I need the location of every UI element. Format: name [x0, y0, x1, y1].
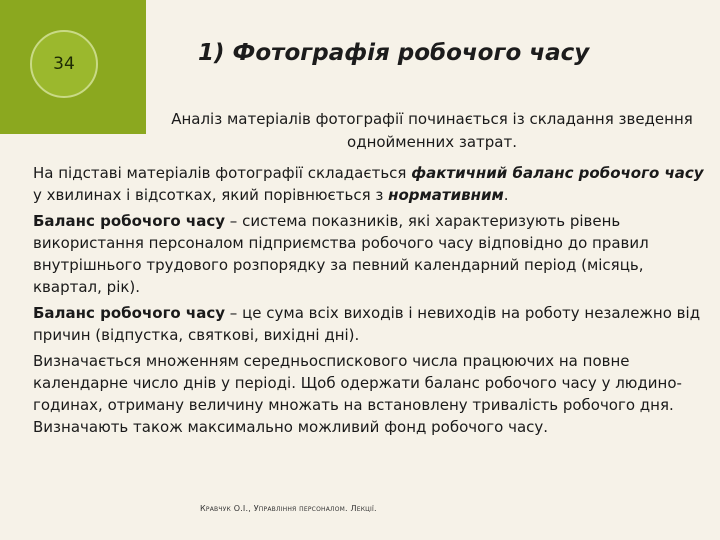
term-work-time-balance: Баланс робочого часу: [33, 304, 226, 322]
paragraph-text: .: [503, 186, 509, 204]
paragraph-text: – це сума всіх виходів і невиходів на роботу незалежно від причин (відпустка, святкові, вихідні дні).: [33, 304, 701, 344]
footer-citation: Кравчук О.І., Управління персоналом. Лекції.: [200, 504, 377, 513]
paragraph-text: На підставі матеріалів фотографії складається: [33, 164, 412, 182]
paragraph-balance-sum: [33, 302, 713, 346]
paragraph-calculation: [33, 350, 713, 438]
term-work-time-balance: Баланс робочого часу: [33, 212, 226, 230]
paragraph-text: – система показників, які характеризують рівень використання персоналом підприємства робочого часу відповідно до правил внутрішнього трудового розпорядку за певний календарний період (місяць, квартал, рік).: [33, 212, 649, 296]
paragraph-text: Визначається множенням середньоспискового числа працюючих на повне календарне число днів у періоді. Щоб одержати баланс робочого часу у людино-годинах, отриману величину множать на встановлену тривалість робочого дня. Визначають також максимально можливий фонд робочого часу.: [33, 352, 682, 436]
paragraph-text: у хвилинах і відсотках, який порівнюється з: [33, 186, 389, 204]
slide-body: [33, 162, 713, 442]
slide-number-badge: [30, 30, 98, 98]
term-normative: нормативним: [388, 186, 504, 204]
slide-number: 34: [53, 54, 75, 74]
paragraph-actual-balance: [33, 162, 713, 206]
term-actual-balance: фактичний баланс робочого часу: [411, 164, 704, 182]
intro-text: Аналіз матеріалів фотографії починається із складання зведення однойменних затрат.: [171, 110, 693, 151]
paragraph-balance-definition: [33, 210, 713, 298]
slide-title: 1) Фотографія робочого часу: [198, 40, 590, 66]
